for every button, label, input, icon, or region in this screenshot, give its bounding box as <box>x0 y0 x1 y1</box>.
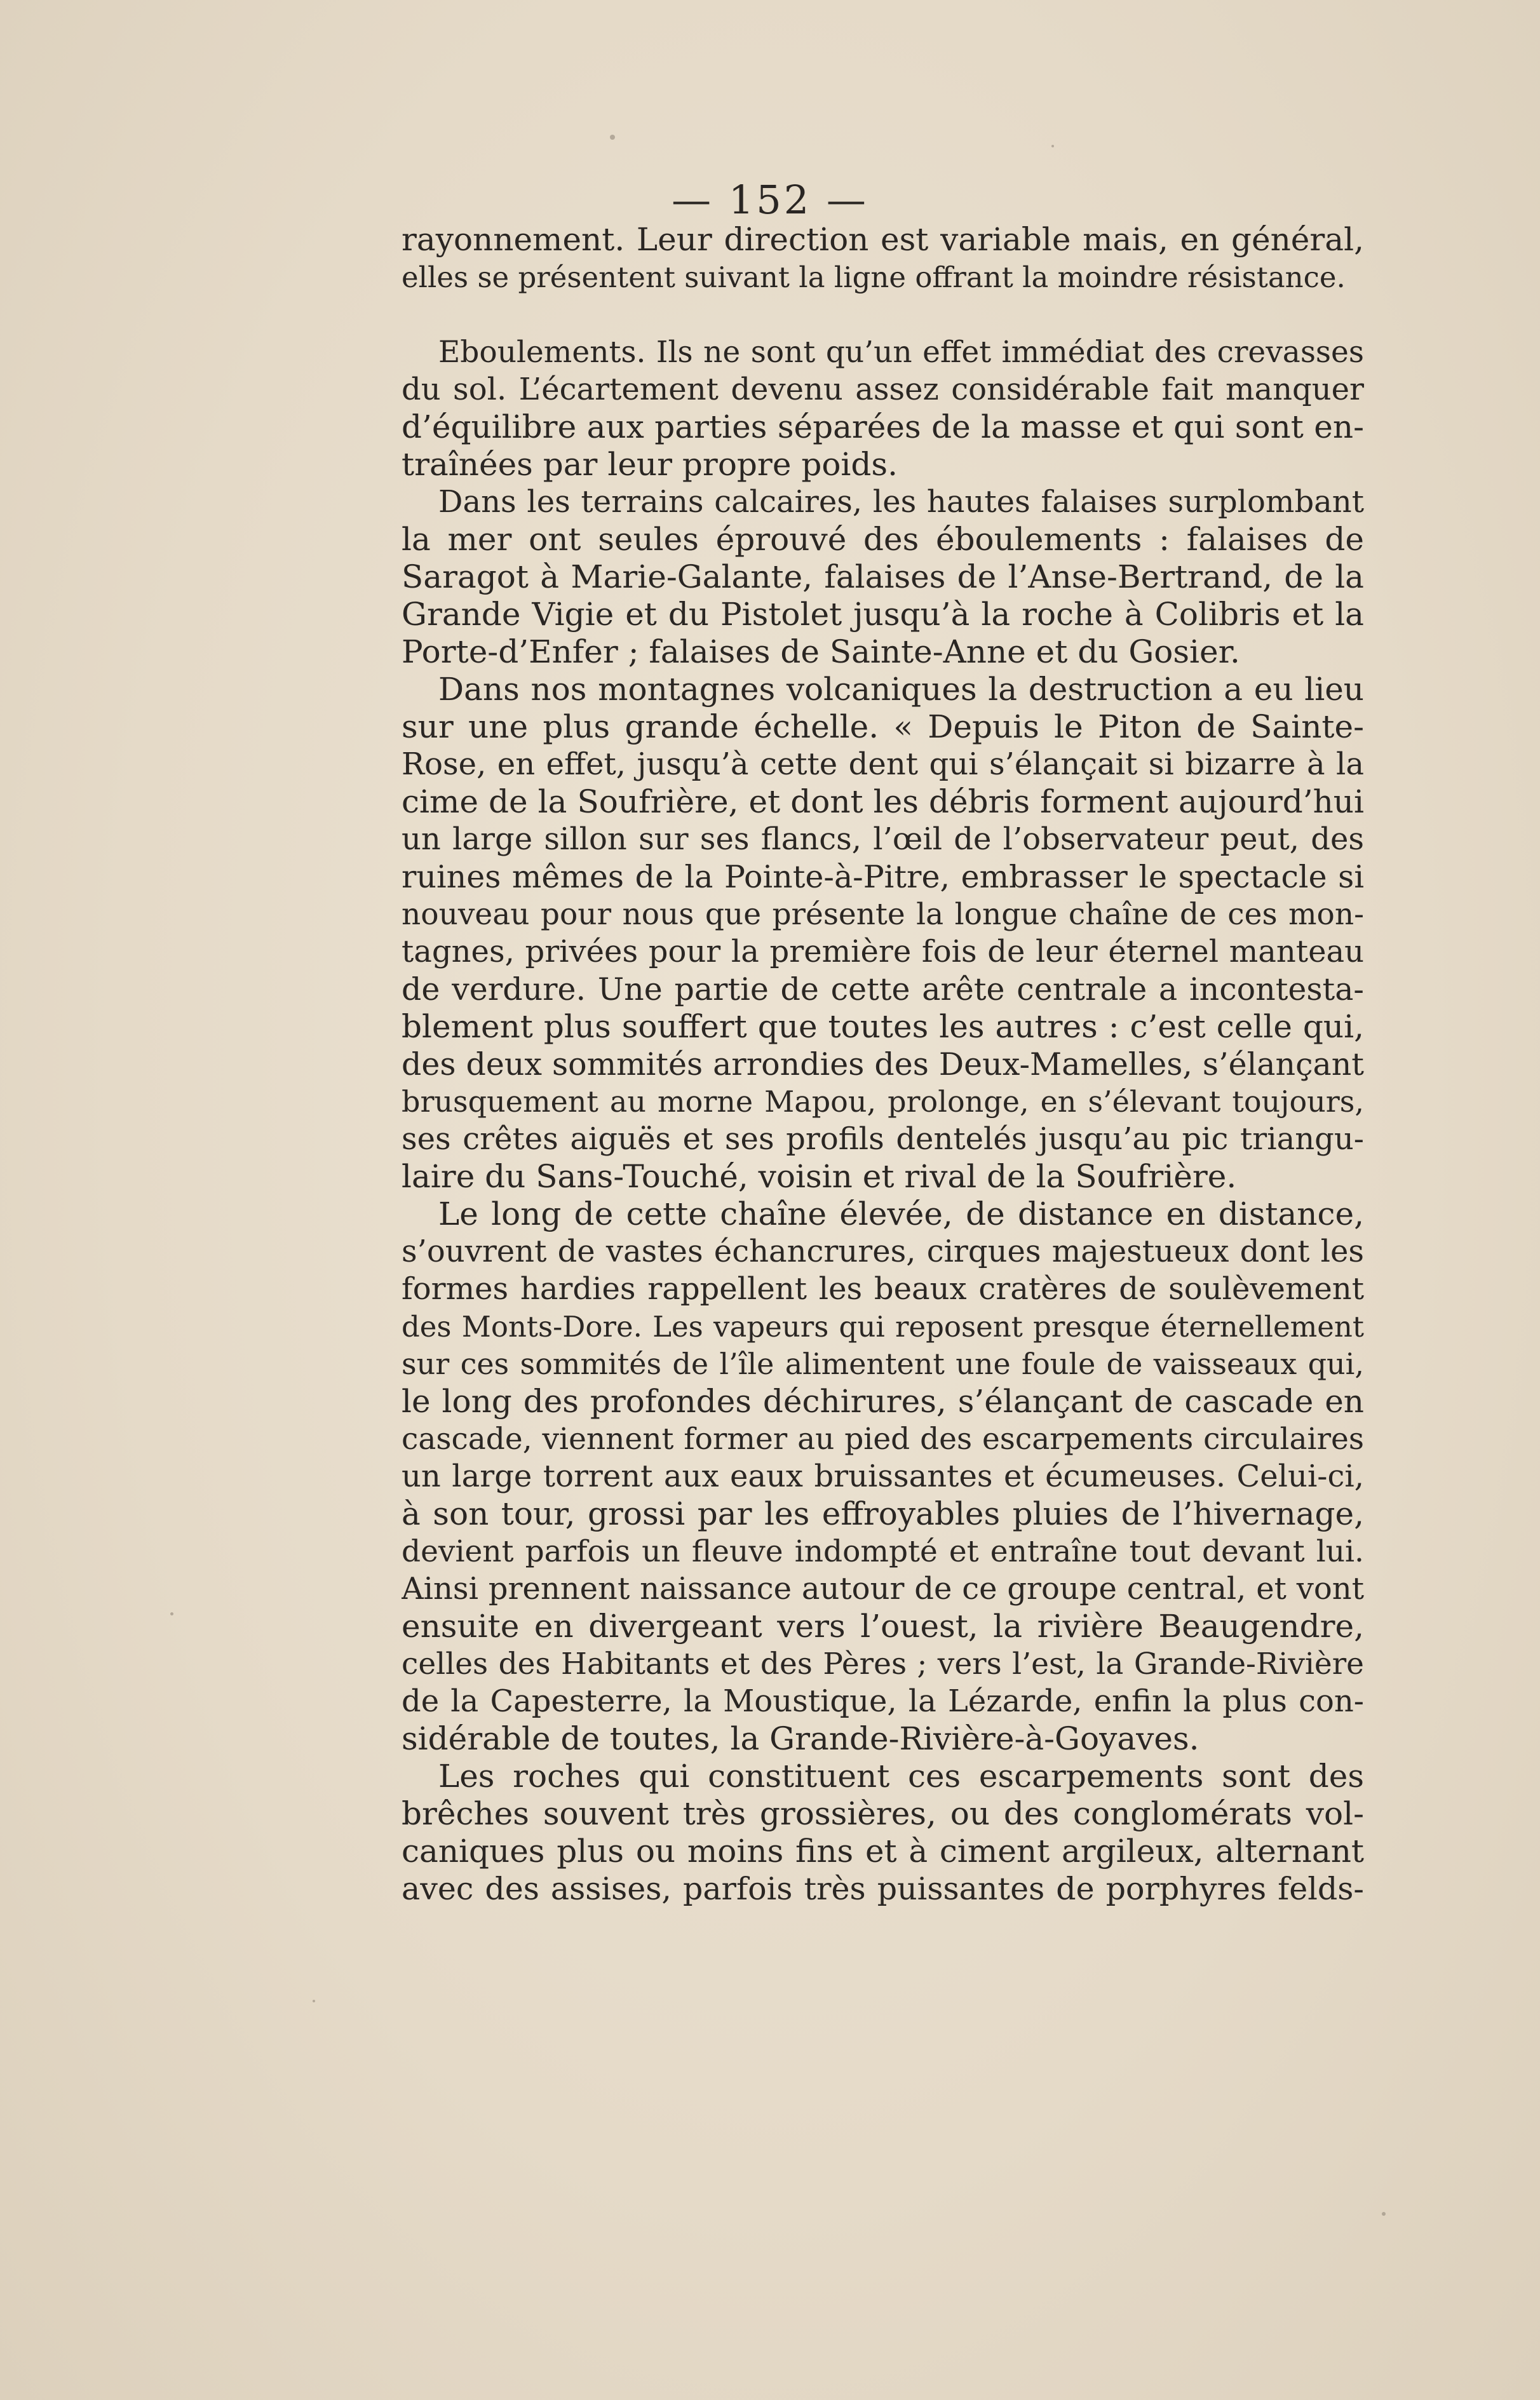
text-line: Dans nos montagnes volcaniques la destruction a eu lieu <box>438 671 1364 708</box>
text-line: cime de la Soufrière, et dont les débris forment aujourd’hui <box>402 783 1364 820</box>
text-line: avec des assises, parfois très puissantes de porphyres felds- <box>402 1871 1364 1907</box>
text-line: ensuite en divergeant vers l’ouest, la rivière Beaugendre, <box>402 1608 1364 1645</box>
paper-speck <box>313 2000 315 2002</box>
text-line: devient parfois un fleuve indompté et entraîne tout devant lui. <box>402 1534 1364 1569</box>
text-line: formes hardies rappellent les beaux cratères de soulèvement <box>402 1271 1364 1307</box>
text-line: s’ouvrent de vastes échancrures, cirques majestueux dont les <box>402 1234 1364 1269</box>
text-line: sidérable de toutes, la Grande-Rivière-à-Goyaves. <box>402 1720 1199 1757</box>
text-line: laire du Sans-Touché, voisin et rival de la Soufrière. <box>402 1158 1237 1195</box>
text-line: Rose, en effet, jusqu’à cette dent qui s’élançait si bizarre à la <box>402 746 1364 782</box>
text-line: un large sillon sur ses flancs, l’œil de l’observateur peut, des <box>402 821 1364 857</box>
text-line: ses crêtes aiguës et ses profils dentelés jusqu’au pic triangu- <box>402 1121 1364 1157</box>
text-line: sur une plus grande échelle. « Depuis le Piton de Sainte- <box>402 708 1364 745</box>
text-line: Grande Vigie et du Pistolet jusqu’à la roche à Colibris et la <box>402 596 1364 633</box>
text-line: Le long de cette chaîne élevée, de distance en distance, <box>438 1196 1364 1232</box>
text-line: de verdure. Une partie de cette arête centrale a incontesta- <box>402 971 1364 1008</box>
text-line: Eboulements. Ils ne sont qu’un effet immédiat des crevasses <box>438 335 1364 370</box>
body-text <box>402 221 1364 1908</box>
text-line: du sol. L’écartement devenu assez considérable fait manquer <box>402 372 1364 407</box>
text-line: tagnes, privées pour la première fois de leur éternel manteau <box>402 934 1364 969</box>
text-line: de la Capesterre, la Moustique, la Lézarde, enfin la plus con- <box>402 1683 1364 1719</box>
text-line: le long des profondes déchirures, s’élançant de cascade en <box>402 1383 1364 1420</box>
text-line: d’équilibre aux parties séparées de la masse et qui sont en- <box>402 408 1364 445</box>
text-line: des Monts-Dore. Les vapeurs qui reposent presque éternellement <box>402 1310 1364 1344</box>
text-line: à son tour, grossi par les effroyables pluies de l’hivernage, <box>402 1495 1364 1532</box>
text-line: ruines mêmes de la Pointe-à-Pitre, embrasser le spectacle si <box>402 859 1364 895</box>
paper-speck <box>610 135 615 140</box>
text-line: Dans les terrains calcaires, les hautes falaises surplombant <box>438 484 1364 520</box>
text-line: Saragot à Marie-Galante, falaises de l’Anse-Bertrand, de la <box>402 558 1364 595</box>
text-line: sur ces sommités de l’île alimentent une foule de vaisseaux qui, <box>402 1347 1364 1381</box>
text-line: Les roches qui constituent ces escarpements sont des <box>438 1758 1364 1795</box>
text-line: celles des Habitants et des Pères ; vers l’est, la Grande-Rivière <box>402 1647 1364 1682</box>
paper-speck <box>170 1612 173 1615</box>
page-number: — 152 — <box>672 177 868 223</box>
text-line: elles se présentent suivant la ligne offrant la moindre résistance. <box>402 260 1346 294</box>
paragraph-gap <box>402 296 1364 334</box>
text-line: rayonnement. Leur direction est variable mais, en général, <box>402 221 1364 258</box>
text-line: caniques plus ou moins fins et à ciment argileux, alternant <box>402 1833 1364 1870</box>
text-line: des deux sommités arrondies des Deux-Mamelles, s’élançant <box>402 1046 1364 1082</box>
text-line: Porte-d’Enfer ; falaises de Sainte-Anne et du Gosier. <box>402 633 1240 670</box>
text-line: brêches souvent très grossières, ou des conglomérats vol- <box>402 1795 1364 1832</box>
paper-speck <box>1382 2212 1386 2216</box>
text-line: brusquement au morne Mapou, prolonge, en s’élevant toujours, <box>402 1084 1364 1119</box>
text-line: cascade, viennent former au pied des escarpements circulaires <box>402 1422 1364 1457</box>
text-line: un large torrent aux eaux bruissantes et écumeuses. Celui-ci, <box>402 1459 1364 1494</box>
paper-speck <box>1051 145 1054 147</box>
text-line: Ainsi prennent naissance autour de ce groupe central, et vont <box>402 1571 1364 1607</box>
text-line: la mer ont seules éprouvé des éboulements : falaises de <box>402 521 1364 558</box>
text-line: blement plus souffert que toutes les autres : c’est celle qui, <box>402 1008 1364 1045</box>
text-line: traînées par leur propre poids. <box>402 446 898 483</box>
text-line: nouveau pour nous que présente la longue chaîne de ces mon- <box>402 897 1364 932</box>
